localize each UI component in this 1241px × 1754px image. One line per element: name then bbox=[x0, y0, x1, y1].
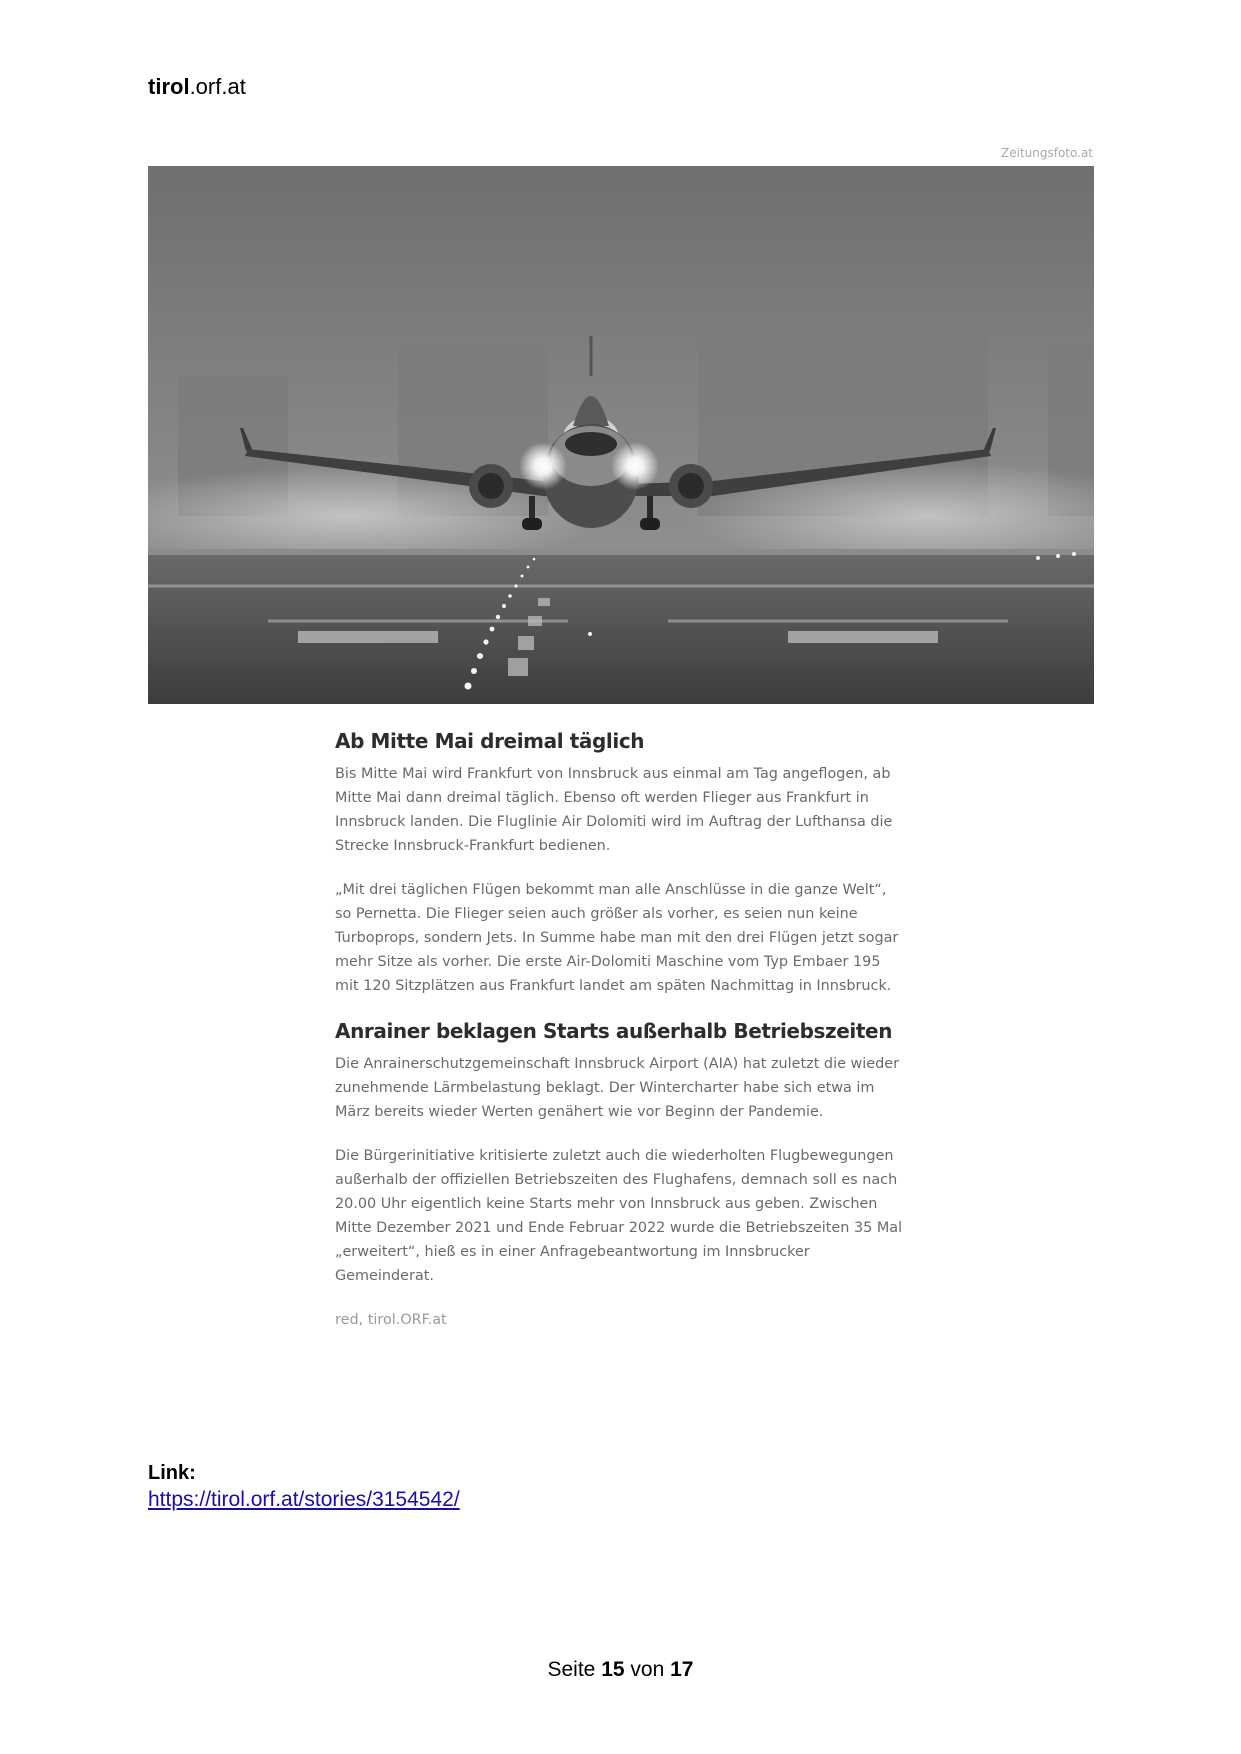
page-of: von bbox=[630, 1658, 665, 1681]
author-signature: red, tirol.ORF.at bbox=[335, 1312, 447, 1328]
paragraph-noise: Die Anrainerschutzgemeinschaft Innsbruck Airport (AIA) hat zuletzt die wieder zunehmende Lärmbelastung beklagt. Der Wintercharter habe sich etwa im März bereits wieder Werten genähert wie vor Beginn der Pandemie. bbox=[335, 1056, 900, 1120]
page-number bbox=[0, 1658, 1241, 1682]
section-heading-residents: Anrainer beklagen Starts außerhalb Betriebszeiten bbox=[335, 1019, 893, 1043]
site-name-bold: tirol bbox=[148, 74, 190, 99]
paragraph-schedule: Bis Mitte Mai wird Frankfurt von Innsbruck aus einmal am Tag angeflogen, ab Mitte Mai dann dreimal täglich. Ebenso oft werden Flieger aus Frankfurt in Innsbruck landen. Die Fluglinie Air Dolomiti wird im Auftrag der Lufthansa die Strecke Innsbruck-Frankfurt bedienen. bbox=[335, 766, 893, 854]
page-header bbox=[148, 74, 246, 100]
total-pages: 17 bbox=[670, 1658, 694, 1681]
source-link[interactable]: https://tirol.orf.at/stories/3154542/ bbox=[148, 1488, 460, 1511]
page-prefix: Seite bbox=[547, 1658, 596, 1681]
link-label: Link: bbox=[148, 1462, 196, 1484]
article-body bbox=[335, 728, 905, 1352]
paragraph-operating-hours: Die Bürgerinitiative kritisierte zuletzt auch die wiederholten Flugbewegungen außerhalb der offiziellen Betriebszeiten des Flughafens, demnach soll es nach 20.00 Uhr eigentlich keine Starts mehr von Innsbruck aus geben. Zwischen Mitte Dezember 2021 und Ende Februar 2022 wurde die Betriebszeiten 35 Mal „erweitert“, hieß es in einer Anfragebeantwortung im Innsbrucker Gemeinderat. bbox=[335, 1148, 903, 1284]
current-page: 15 bbox=[601, 1658, 625, 1681]
paragraph-quote: „Mit drei täglichen Flügen bekommt man alle Anschlüsse in die ganze Welt“, so Pernetta. Die Flieger seien auch größer als vorher, es seien nun keine Turboprops, sondern Jets. In Summe habe man mit den drei Flügen jetzt sogar mehr Sitze als vorher. Die erste Air-Dolomiti Maschine vom Typ Embaer 195 mit 120 Sitzplätzen aus Frankfurt landet am späten Nachmittag in Innsbruck. bbox=[335, 882, 899, 994]
airplane-photo bbox=[148, 166, 1094, 704]
site-name-rest: .orf.at bbox=[189, 74, 246, 99]
photo-credit: Zeitungsfoto.at bbox=[1001, 146, 1093, 160]
section-heading-schedule: Ab Mitte Mai dreimal täglich bbox=[335, 729, 645, 753]
